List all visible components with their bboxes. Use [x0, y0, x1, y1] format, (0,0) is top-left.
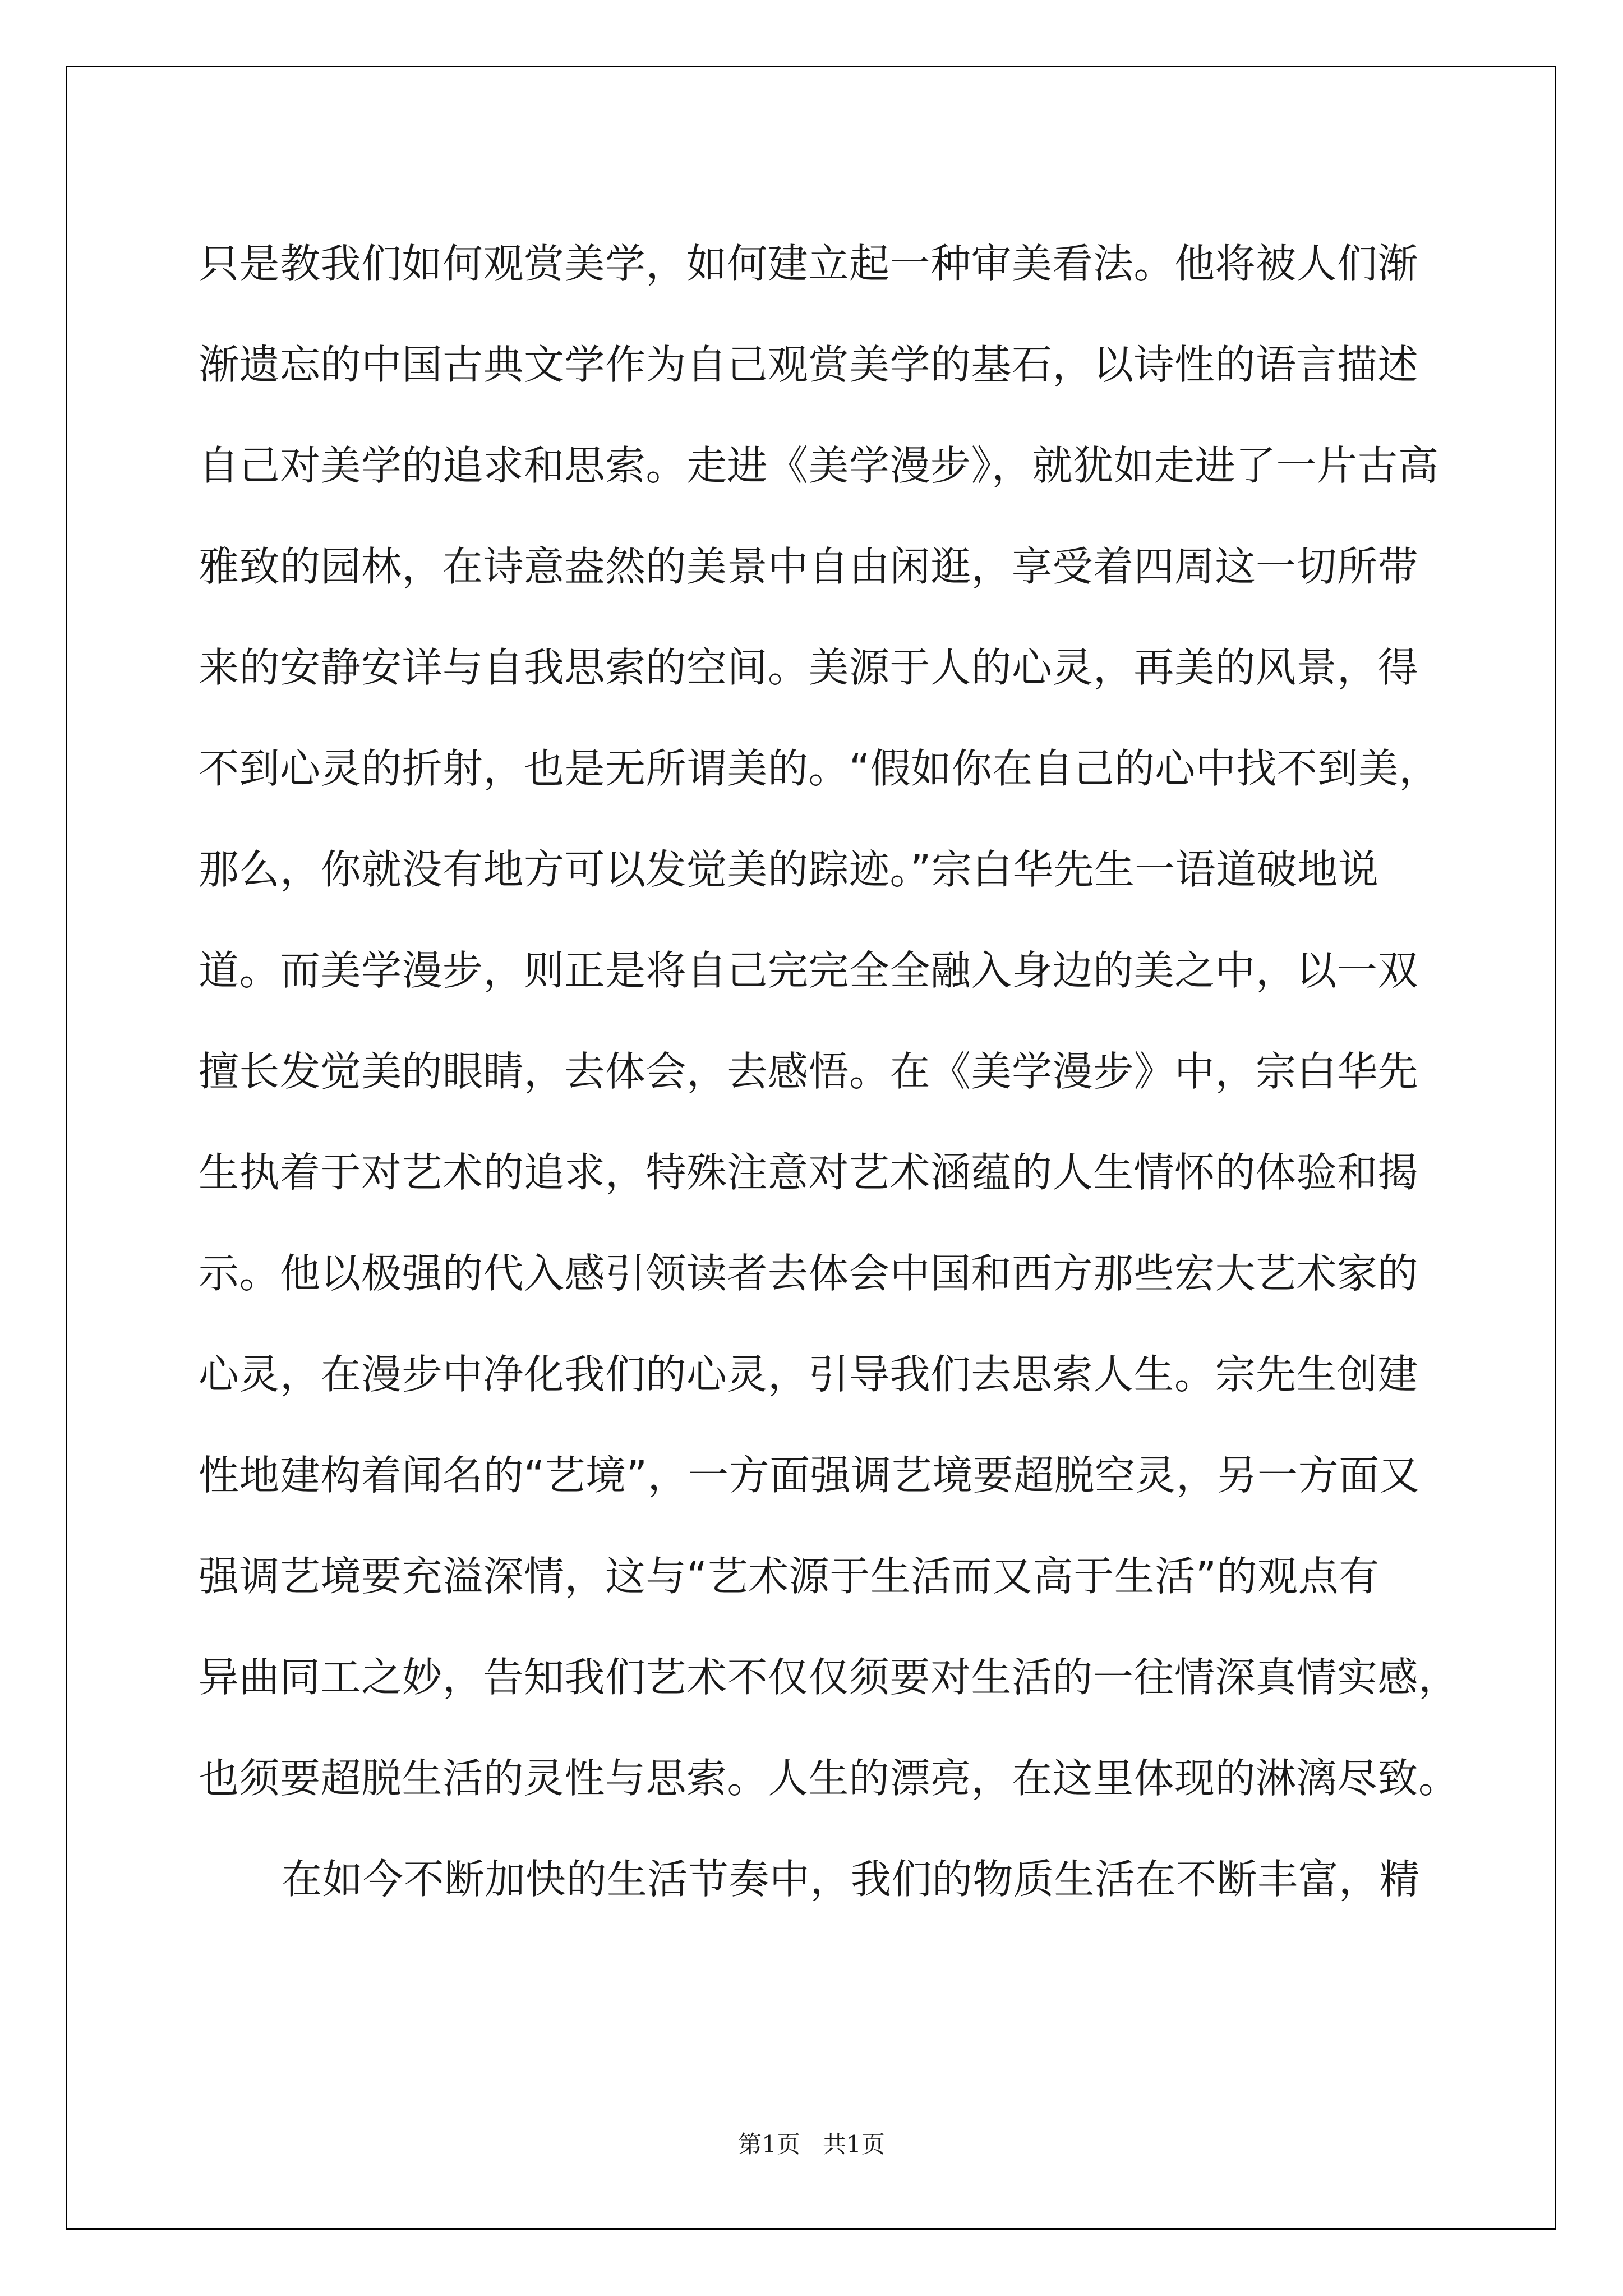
- text-line: 性地建构着闻名的“艺境”，一方面强调艺境要超脱空灵，另一方面又: [199, 1452, 1421, 1499]
- text-line: 强调艺境要充溢深情，这与“艺术源于生活而又高于生活”的观点有: [199, 1553, 1380, 1600]
- text-line: 那么，你就没有地方可以发觉美的踪迹。”宗白华先生一语道破地说: [199, 846, 1379, 893]
- text-line: 擅长发觉美的眼睛，去体会，去感悟。在《美学漫步》中，宗白华先: [199, 1048, 1419, 1095]
- text-line: 也须要超脱生活的灵性与思索。人生的漂亮，在这里体现的淋漓尽致。: [199, 1755, 1459, 1802]
- text-line: 道。而美学漫步，则正是将自己完完全全融入身边的美之中，以一双: [199, 947, 1419, 994]
- document-body: [199, 213, 1459, 1930]
- page-total: 共1页: [823, 2131, 885, 2158]
- text-line: 渐遗忘的中国古典文学作为自己观赏美学的基石，以诗性的语言描述: [199, 341, 1419, 388]
- text-line: 异曲同工之妙，告知我们艺术不仅仅须要对生活的一往情深真情实感，: [199, 1654, 1459, 1701]
- text-line: 心灵，在漫步中净化我们的心灵，引导我们去思索人生。宗先生创建: [199, 1351, 1419, 1398]
- text-line: 雅致的园林，在诗意盎然的美景中自由闲逛，享受着四周这一切所带: [199, 543, 1419, 590]
- text-line: 示。他以极强的代入感引领读者去体会中国和西方那些宏大艺术家的: [199, 1250, 1419, 1297]
- text-line: 自己对美学的追求和思索。走进《美学漫步》，就犹如走进了一片古高: [199, 442, 1439, 489]
- text-line: 来的安静安详与自我思索的空间。美源于人的心灵，再美的风景，得: [199, 644, 1419, 691]
- text-line: 生执着于对艺术的追求，特殊注意对艺术涵蕴的人生情怀的体验和揭: [199, 1149, 1419, 1196]
- page-number: 第1页: [738, 2131, 800, 2158]
- page-footer: [0, 2126, 1623, 2160]
- text-line: 不到心灵的折射，也是无所谓美的。“假如你在自己的心中找不到美，: [199, 745, 1440, 792]
- paragraph-start-line: 在如今不断加快的生活节奏中，我们的物质生活在不断丰富，精: [282, 1856, 1421, 1903]
- text-line: 只是教我们如何观赏美学，如何建立起一种审美看法。他将被人们渐: [199, 240, 1419, 287]
